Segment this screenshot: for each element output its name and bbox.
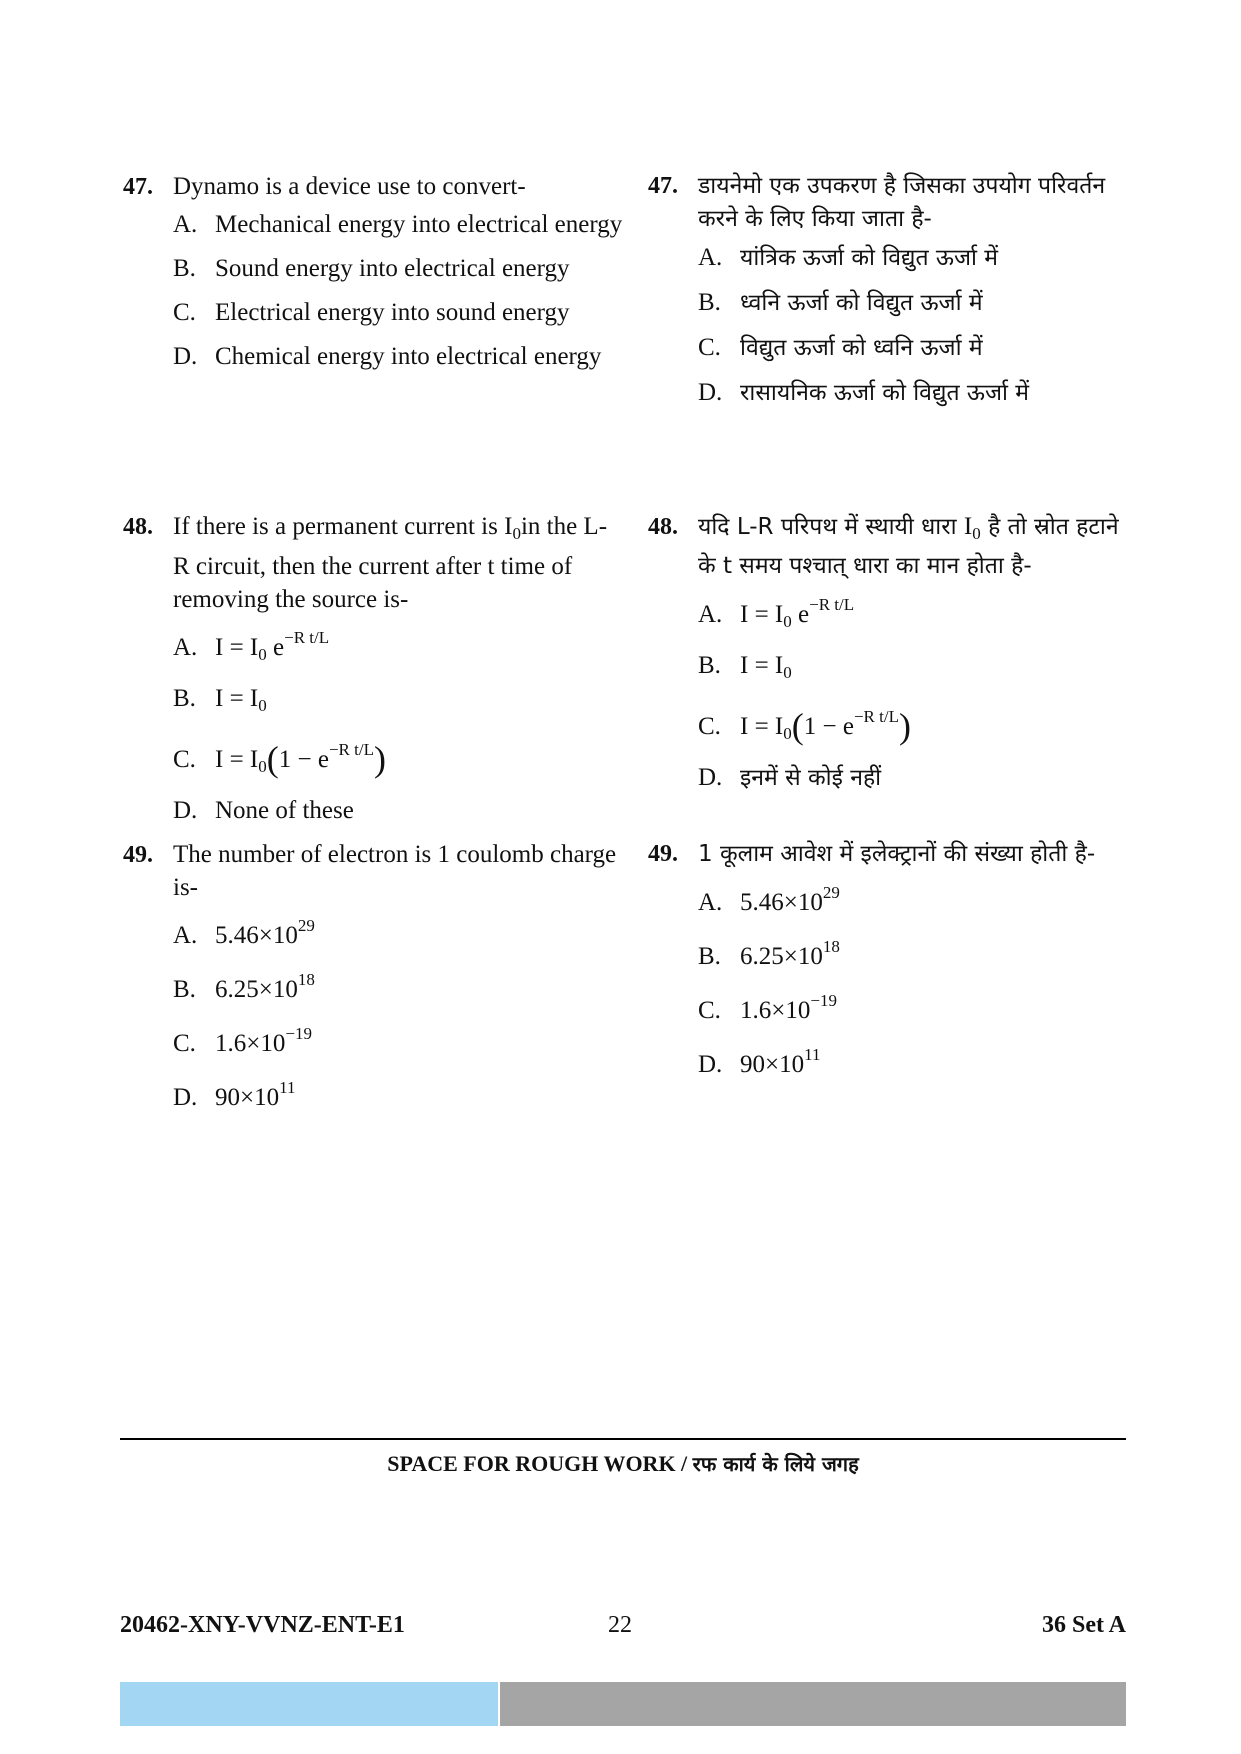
option-d: D. None of these: [173, 797, 354, 824]
paper-code: 20462-XNY-VVNZ-ENT-E1: [120, 1612, 405, 1638]
option-c: C. $1.6\times 10^{-19}$: [173, 1024, 312, 1057]
question-text: The number of electron is 1 coulomb charge is-: [173, 841, 617, 901]
rough-work-divider: [120, 1438, 1126, 1440]
question-number: 49.: [648, 841, 678, 867]
question-49-en: [123, 838, 623, 1126]
question-number: 47.: [648, 173, 678, 199]
option-c: C. $I = I_0(1 - e^{-R t/L})$: [173, 739, 386, 779]
option-b: B. $I = I_0$: [698, 652, 792, 682]
option-d: D. $90\times 10^{11}$: [698, 1045, 821, 1078]
option-d: D. रासायनिक ऊर्जा को विद्युत ऊर्जा में: [698, 379, 1030, 406]
option-d: D. Chemical energy into electrical energy: [173, 343, 602, 370]
question-text: डायनेमो एक उपकरण है जिसका उपयोग परिवर्तन करने के लिए किया जाता है-: [698, 173, 1106, 232]
question-47-en: [123, 170, 623, 385]
question-48-en: [123, 510, 623, 839]
question-48-hi: [648, 510, 1128, 807]
option-d: D. $90\times 10^{11}$: [173, 1078, 296, 1111]
option-c: C. Electrical energy into sound energy: [173, 299, 570, 326]
set-label: 36 Set A: [1042, 1612, 1126, 1638]
question-47-hi: [648, 170, 1128, 422]
option-a: A. $5.46\times 10^{29}$: [698, 883, 840, 916]
question-number: 47.: [123, 174, 153, 200]
option-b: B. ध्वनि ऊर्जा को विद्युत ऊर्जा में: [698, 289, 983, 316]
option-c: C. $1.6\times 10^{-19}$: [698, 991, 837, 1024]
question-text: If there is a permanent current is $I_0in$ the L-R circuit, then the current after t time of removing the source is-: [173, 513, 608, 613]
footer-bar-blue: [120, 1682, 498, 1726]
page-number: 22: [608, 1612, 632, 1638]
question-number: 49.: [123, 842, 153, 868]
question-text: यदि L-R परिपथ में स्थायी धारा $I_0$ है तो स्रोत हटाने के t समय पश्चात् धारा का मान होता है-: [698, 513, 1119, 579]
question-text: Dynamo is a device use to convert-: [173, 173, 526, 200]
option-a: A. $I = I_0$ $e^{-R t/L}$: [173, 628, 330, 664]
footer-bar-gray: [500, 1682, 1126, 1726]
question-text: 1 कूलाम आवेश में इलेक्ट्रानों की संख्या होती है-: [698, 841, 1096, 867]
question-number: 48.: [648, 514, 678, 540]
option-b: B. Sound energy into electrical energy: [173, 255, 570, 282]
option-a: A. Mechanical energy into electrical energy: [173, 211, 623, 238]
option-a: A. $5.46\times 10^{29}$: [173, 916, 315, 949]
option-d: D. इनमें से कोई नहीं: [698, 764, 882, 791]
option-b: B. $6.25\times 10^{18}$: [698, 937, 840, 970]
option-b: B. $I = I_0$: [173, 685, 267, 715]
rough-work-label: SPACE FOR ROUGH WORK / रफ कार्य के लिये जगह: [387, 1451, 859, 1476]
option-a: A. यांत्रिक ऊर्जा को विद्युत ऊर्जा में: [698, 244, 999, 271]
option-c: C. विद्युत ऊर्जा को ध्वनि ऊर्जा में: [698, 334, 983, 361]
question-number: 48.: [123, 514, 153, 540]
option-c: C. $I = I_0(1 - e^{-R t/L})$: [698, 706, 911, 746]
option-a: A. $I = I_0$ $e^{-R t/L}$: [698, 595, 855, 631]
question-49-hi: [648, 838, 1128, 1093]
option-b: B. $6.25\times 10^{18}$: [173, 970, 315, 1003]
